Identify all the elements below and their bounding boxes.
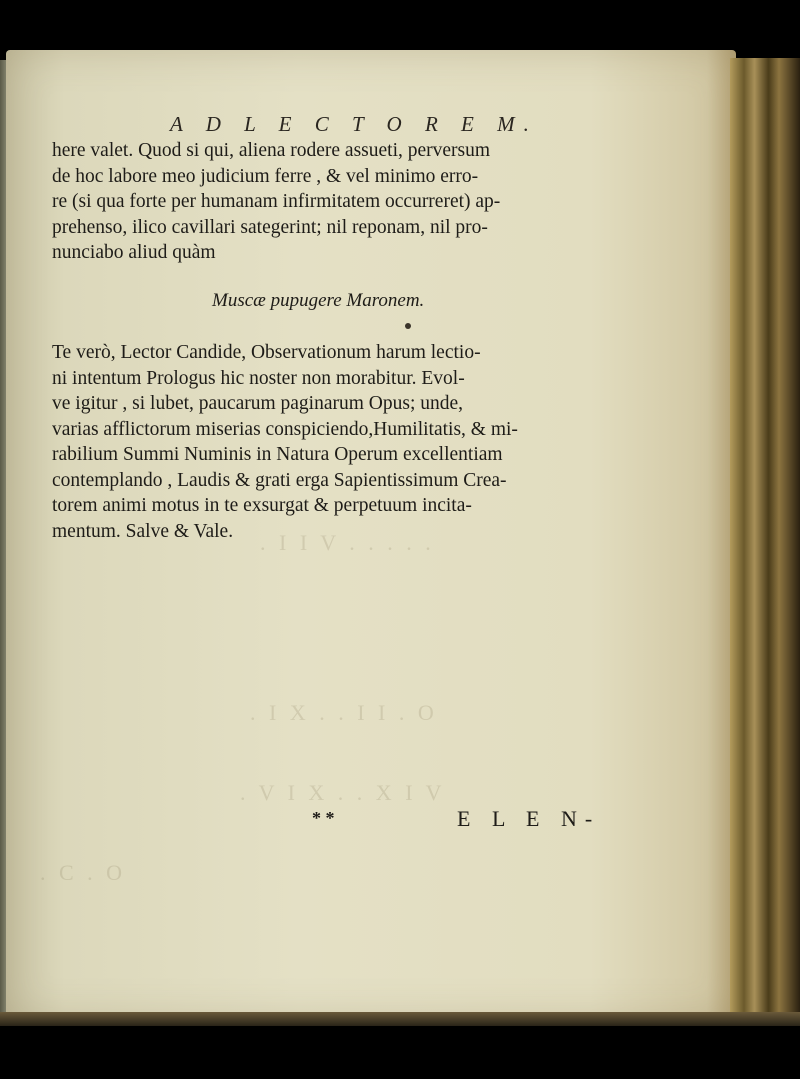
text-line: ni intentum Prologus hic noster non morabitur. Evol- [52,367,465,389]
text-line: re (si qua forte per humanam infirmitatem occurreret) ap- [52,191,501,212]
show-through-text: . I X . . I I . O [250,700,438,725]
show-through-text: . V I X . . X I V [240,780,446,805]
paragraph-2 [52,340,518,544]
text-line: mentum. Salve & Vale. [52,520,234,542]
text-line: nunciabo aliud quàm [52,242,216,263]
signature-mark: * * [312,808,335,828]
text-line: torem animi motus in te exsurgat & perpetuum incita- [52,495,472,516]
page-header: A D L E C T O R E M. [170,112,538,136]
text-line: Te verò, Lector Candide, Observationum harum lectio- [52,342,481,363]
text-line: varias afflictorum miserias conspiciendo,Humilitatis, & mi- [52,418,518,440]
text-line: de hoc labore meo judicium ferre , & vel minimo erro- [52,165,479,187]
ornament-dot [405,323,411,329]
citation: Muscæ pupugere Maronem. [212,290,425,311]
text-line: prehenso, ilico cavillari sategerint; nil reponam, nil pro- [52,216,488,238]
text-line: ve igitur , si lubet, paucarum paginarum Opus; unde, [52,393,464,414]
paragraph-1 [52,138,500,266]
show-through-text: . C . O [40,860,127,885]
text-line: contemplando , Laudis & grati erga Sapientissimum Crea- [52,469,507,491]
show-through-text: . I I V . . . . . [260,530,435,555]
text-line: here valet. Quod si qui, aliena rodere assueti, perversum [52,140,491,161]
page-edge-right [730,58,800,1026]
text-line: rabilium Summi Numinis in Natura Operum excellentiam [52,444,503,465]
catchword: E L E N- [457,806,601,831]
page-edge-bottom [0,1012,800,1026]
